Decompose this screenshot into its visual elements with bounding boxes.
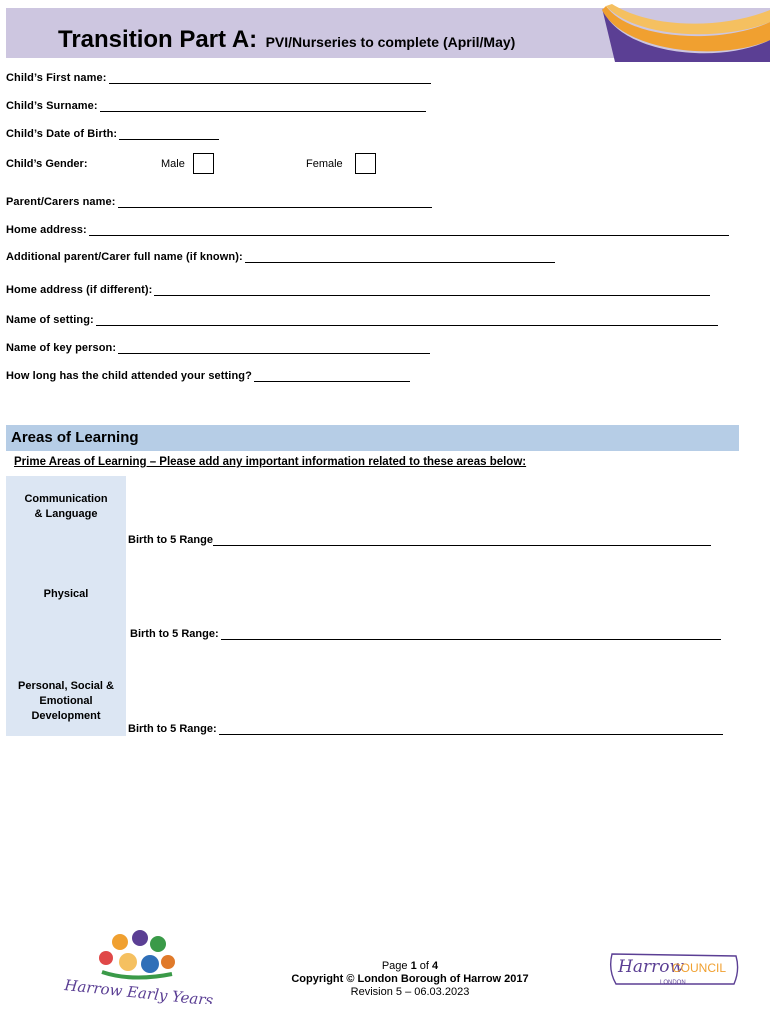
home-address-label: Home address:	[6, 224, 87, 236]
comm-range-input[interactable]	[213, 535, 711, 546]
additional-parent-input[interactable]	[245, 252, 555, 263]
swoosh-graphic	[600, 0, 770, 62]
council-logo-icon	[606, 950, 746, 990]
psed-range-input[interactable]	[219, 724, 723, 735]
home-address-diff-label: Home address (if different):	[6, 284, 153, 296]
surname-field	[6, 100, 426, 112]
first-name-label: Child’s First name:	[6, 72, 107, 84]
title-sub: PVI/Nurseries to complete (April/May)	[265, 34, 516, 50]
physical-range-field	[130, 628, 721, 640]
setting-name-label: Name of setting:	[6, 314, 94, 326]
comm-lang-line1: Communication	[24, 493, 108, 505]
physical-range-label: Birth to 5 Range:	[130, 628, 219, 640]
gender-field	[6, 158, 88, 170]
logo-right-script: Harrow	[618, 957, 684, 977]
additional-parent-label: Additional parent/Carer full name (if known):	[6, 251, 243, 263]
prime-areas-note: Prime Areas of Learning – Please add any important information related to these areas below:	[14, 456, 527, 468]
physical-range-input[interactable]	[221, 629, 721, 640]
harrow-early-years-logo	[62, 928, 222, 1009]
key-person-field	[6, 342, 430, 354]
female-label: Female	[306, 158, 343, 170]
logo-right-london: LONDON	[660, 980, 686, 986]
parent-name-field	[6, 196, 432, 208]
copyright-text: Copyright © London Borough of Harrow 2017	[291, 973, 529, 985]
page-num: 1	[410, 960, 417, 972]
dob-label: Child’s Date of Birth:	[6, 128, 118, 140]
key-person-label: Name of key person:	[6, 342, 117, 354]
psed-line3: Development	[31, 710, 101, 722]
footer-info	[240, 960, 580, 999]
psed-line2: Emotional	[39, 695, 93, 707]
title-main: Transition Part A:	[58, 26, 258, 53]
logo-right-council: COUNCIL	[672, 961, 727, 975]
key-person-input[interactable]	[118, 343, 430, 354]
page-total: 4	[432, 960, 439, 972]
male-checkbox[interactable]	[193, 153, 214, 174]
home-address-diff-field	[6, 284, 710, 296]
page-title	[58, 26, 515, 54]
psed-label	[6, 679, 126, 724]
harrow-council-logo	[606, 950, 746, 995]
revision-text: Revision 5 – 06.03.2023	[350, 986, 470, 998]
male-label: Male	[161, 158, 185, 170]
dob-field	[6, 128, 219, 140]
comm-range-label: Birth to 5 Range	[128, 534, 213, 546]
psed-line1: Personal, Social &	[18, 680, 114, 692]
physical-label: Physical	[43, 588, 89, 600]
attendance-input[interactable]	[254, 371, 410, 382]
areas-heading: Areas of Learning	[6, 425, 739, 451]
home-address-field	[6, 224, 729, 236]
home-address-input[interactable]	[89, 225, 729, 236]
parent-name-label: Parent/Carers name:	[6, 196, 116, 208]
early-years-icon	[62, 928, 222, 1004]
comm-range-field	[128, 534, 711, 546]
surname-label: Child’s Surname:	[6, 100, 98, 112]
attendance-label: How long has the child attended your setting?	[6, 370, 252, 382]
home-address-diff-input[interactable]	[154, 285, 710, 296]
parent-name-input[interactable]	[118, 197, 432, 208]
psed-range-field	[128, 723, 723, 735]
page-indicator	[240, 960, 580, 973]
gender-label: Child’s Gender:	[6, 158, 88, 170]
female-checkbox[interactable]	[355, 153, 376, 174]
comm-lang-label	[6, 492, 126, 522]
surname-input[interactable]	[100, 101, 426, 112]
first-name-input[interactable]	[109, 73, 431, 84]
setting-name-input[interactable]	[96, 315, 718, 326]
page-of: of	[419, 960, 429, 972]
psed-range-label: Birth to 5 Range:	[128, 723, 217, 735]
logo-left-text: Harrow Early Years	[63, 976, 215, 1004]
dob-input[interactable]	[119, 129, 219, 140]
first-name-field	[6, 72, 431, 84]
additional-parent-field	[6, 251, 555, 263]
comm-lang-line2: & Language	[34, 508, 98, 520]
page-prefix: Page	[381, 960, 408, 972]
attendance-field	[6, 370, 410, 382]
setting-name-field	[6, 314, 718, 326]
